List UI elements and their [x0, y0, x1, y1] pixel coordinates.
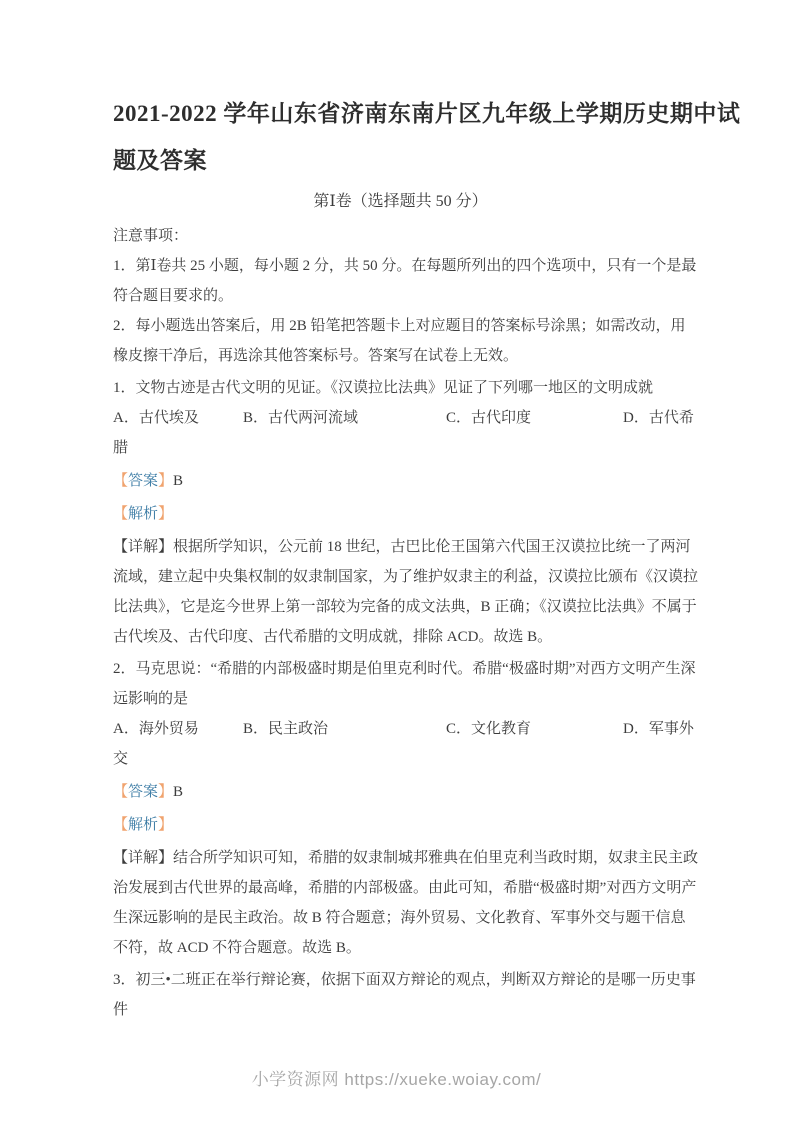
option-a: A．海外贸易: [113, 721, 199, 737]
notice-item-2: 2．每小题选出答案后，用 2B 铅笔把答题卡上对应题目的答案标号涂黑；如需改动，用橡皮擦干净后，再选涂其他答案标号。答案写在试卷上无效。: [113, 318, 686, 364]
analysis-bracket-close: 】: [158, 817, 174, 833]
analysis-line: [113, 810, 698, 840]
question-stem: 2．马克思说：“希腊的内部极盛时期是伯里克利时代。希腊“极盛时期”对西方文明产生深远影响的是: [113, 661, 696, 707]
option-d: D．军事外交: [113, 721, 694, 767]
question-block-1: [113, 373, 698, 652]
option-a: A．古代埃及: [113, 410, 199, 426]
question-stem: 1．文物古迹是古代文明的见证。《汉谟拉比法典》见证了下列哪一地区的文明成就: [113, 380, 654, 396]
option-c: C．文化教育: [446, 721, 532, 737]
option-b: B．民主政治: [243, 721, 329, 737]
document-page: [113, 90, 741, 1025]
option-b: B．古代两河流域: [243, 410, 359, 426]
answer-value: B: [173, 473, 184, 489]
answer-bracket-open: 【: [113, 473, 129, 489]
analysis-bracket-open: 【: [113, 506, 129, 522]
question-block-3: [113, 965, 698, 1025]
detail-paragraph: 【详解】结合所学知识可知，希腊的奴隶制城邦雅典在伯里克利当政时期，奴隶主民主政治发展到古代世界的最高峰，希腊的内部极盛。由此可知，希腊“极盛时期”对西方文明产生深远影响的是民主政治。故 B 符合题意；海外贸易、文化教育、军事外交与题干信息不符，故 ACD 不符合题意。故选 B。: [113, 850, 699, 956]
answer-term: 答案: [128, 784, 159, 800]
answer-line: [113, 777, 698, 807]
analysis-term: 解析: [128, 817, 159, 833]
detail-paragraph: 【详解】根据所学知识，公元前 18 世纪，古巴比伦王国第六代国王汉谟拉比统一了两河流域，建立起中央集权制的奴隶制国家，为了维护奴隶主的利益，汉谟拉比颁布《汉谟拉比法典》，它是迄今世界上第一部较为完备的成文法典，B 正确；《汉谟拉比法典》不属于古代埃及、古代印度、古代希腊的文明成就，排除 ACD。故选 B。: [113, 539, 699, 645]
analysis-term: 解析: [128, 506, 159, 522]
answer-bracket-close: 】: [158, 784, 174, 800]
answer-bracket-close: 】: [158, 473, 174, 489]
footer-watermark: 小学资源网 https://xueke.woiay.com/: [251, 1070, 542, 1089]
analysis-line: [113, 499, 698, 529]
analysis-bracket-close: 】: [158, 506, 174, 522]
answer-bracket-open: 【: [113, 784, 129, 800]
section-heading: 第Ⅰ卷（选择题共 50 分）: [313, 193, 488, 210]
analysis-bracket-open: 【: [113, 817, 129, 833]
question-block-2: [113, 654, 698, 963]
answer-term: 答案: [128, 473, 159, 489]
options-row: [113, 714, 705, 774]
page-title: 2021-2022 学年山东省济南东南片区九年级上学期历史期中试题及答案: [113, 101, 741, 173]
answer-value: B: [173, 784, 184, 800]
notice-item-1: 1．第Ⅰ卷共 25 小题，每小题 2 分，共 50 分。在每题所列出的四个选项中，只有一个是最符合题目要求的。: [113, 258, 697, 304]
notice-heading: 注意事项：: [113, 228, 189, 244]
option-d: D．古代希腊: [113, 410, 694, 456]
answer-line: [113, 466, 698, 496]
option-c: C．古代印度: [446, 410, 532, 426]
options-row: [113, 403, 705, 463]
question-stem: 3．初三•二班正在举行辩论赛，依据下面双方辩论的观点，判断双方辩论的是哪一历史事件: [113, 972, 696, 1018]
